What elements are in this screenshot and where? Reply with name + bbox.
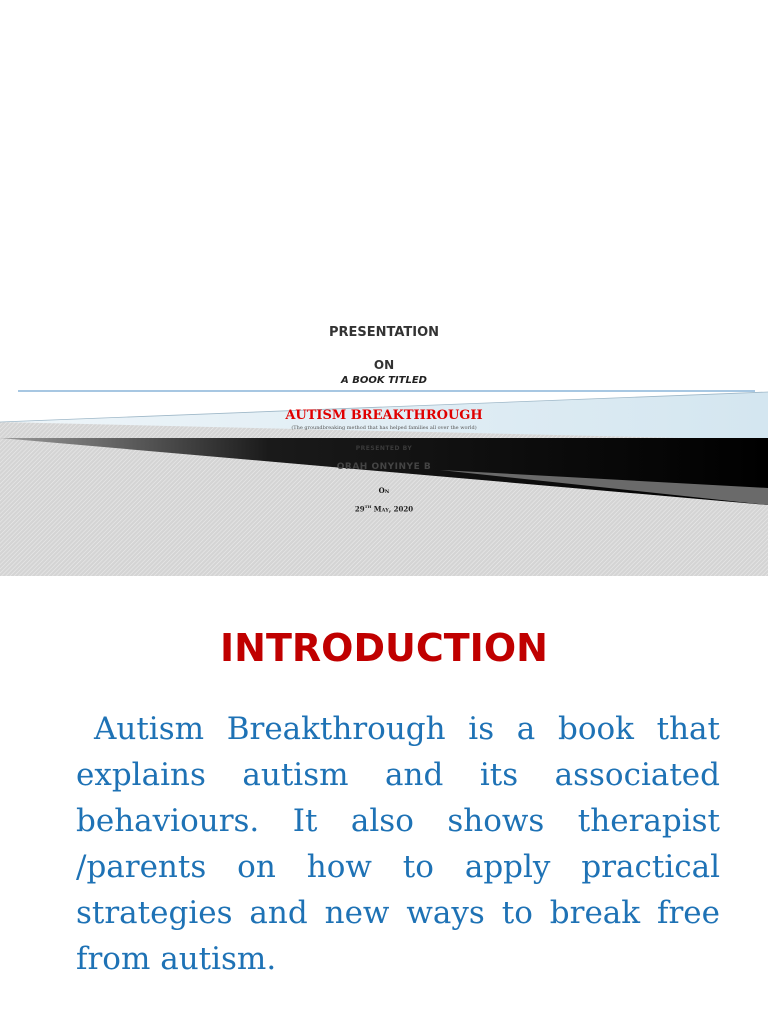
book-title: AUTISM BREAKTHROUGH [285, 408, 483, 423]
presenter-name: ORAH ONYINYE B [336, 462, 432, 472]
book-titled-label: A BOOK TITLED [341, 375, 427, 386]
on-label: ON [373, 358, 395, 372]
date-rest: May, 2020 [371, 504, 414, 514]
date-day: 29 [354, 504, 365, 514]
introduction-slide [0, 576, 768, 1024]
introduction-heading: INTRODUCTION [220, 626, 548, 670]
book-subtitle: (The groundbreaking method that has helped families all over the world) [291, 425, 477, 431]
introduction-body: Autism Breakthrough is a book that explains autism and its associated behaviours. It also shows therapist /parents on how to apply practical strategies and new ways to break free from autism. [76, 711, 720, 977]
presented-by-label: PRESENTED BY [355, 445, 413, 452]
presentation-date [0, 504, 768, 513]
on-small-label: On [378, 486, 390, 495]
date-suffix: TH [364, 504, 372, 509]
presentation-label: PRESENTATION [328, 325, 440, 340]
